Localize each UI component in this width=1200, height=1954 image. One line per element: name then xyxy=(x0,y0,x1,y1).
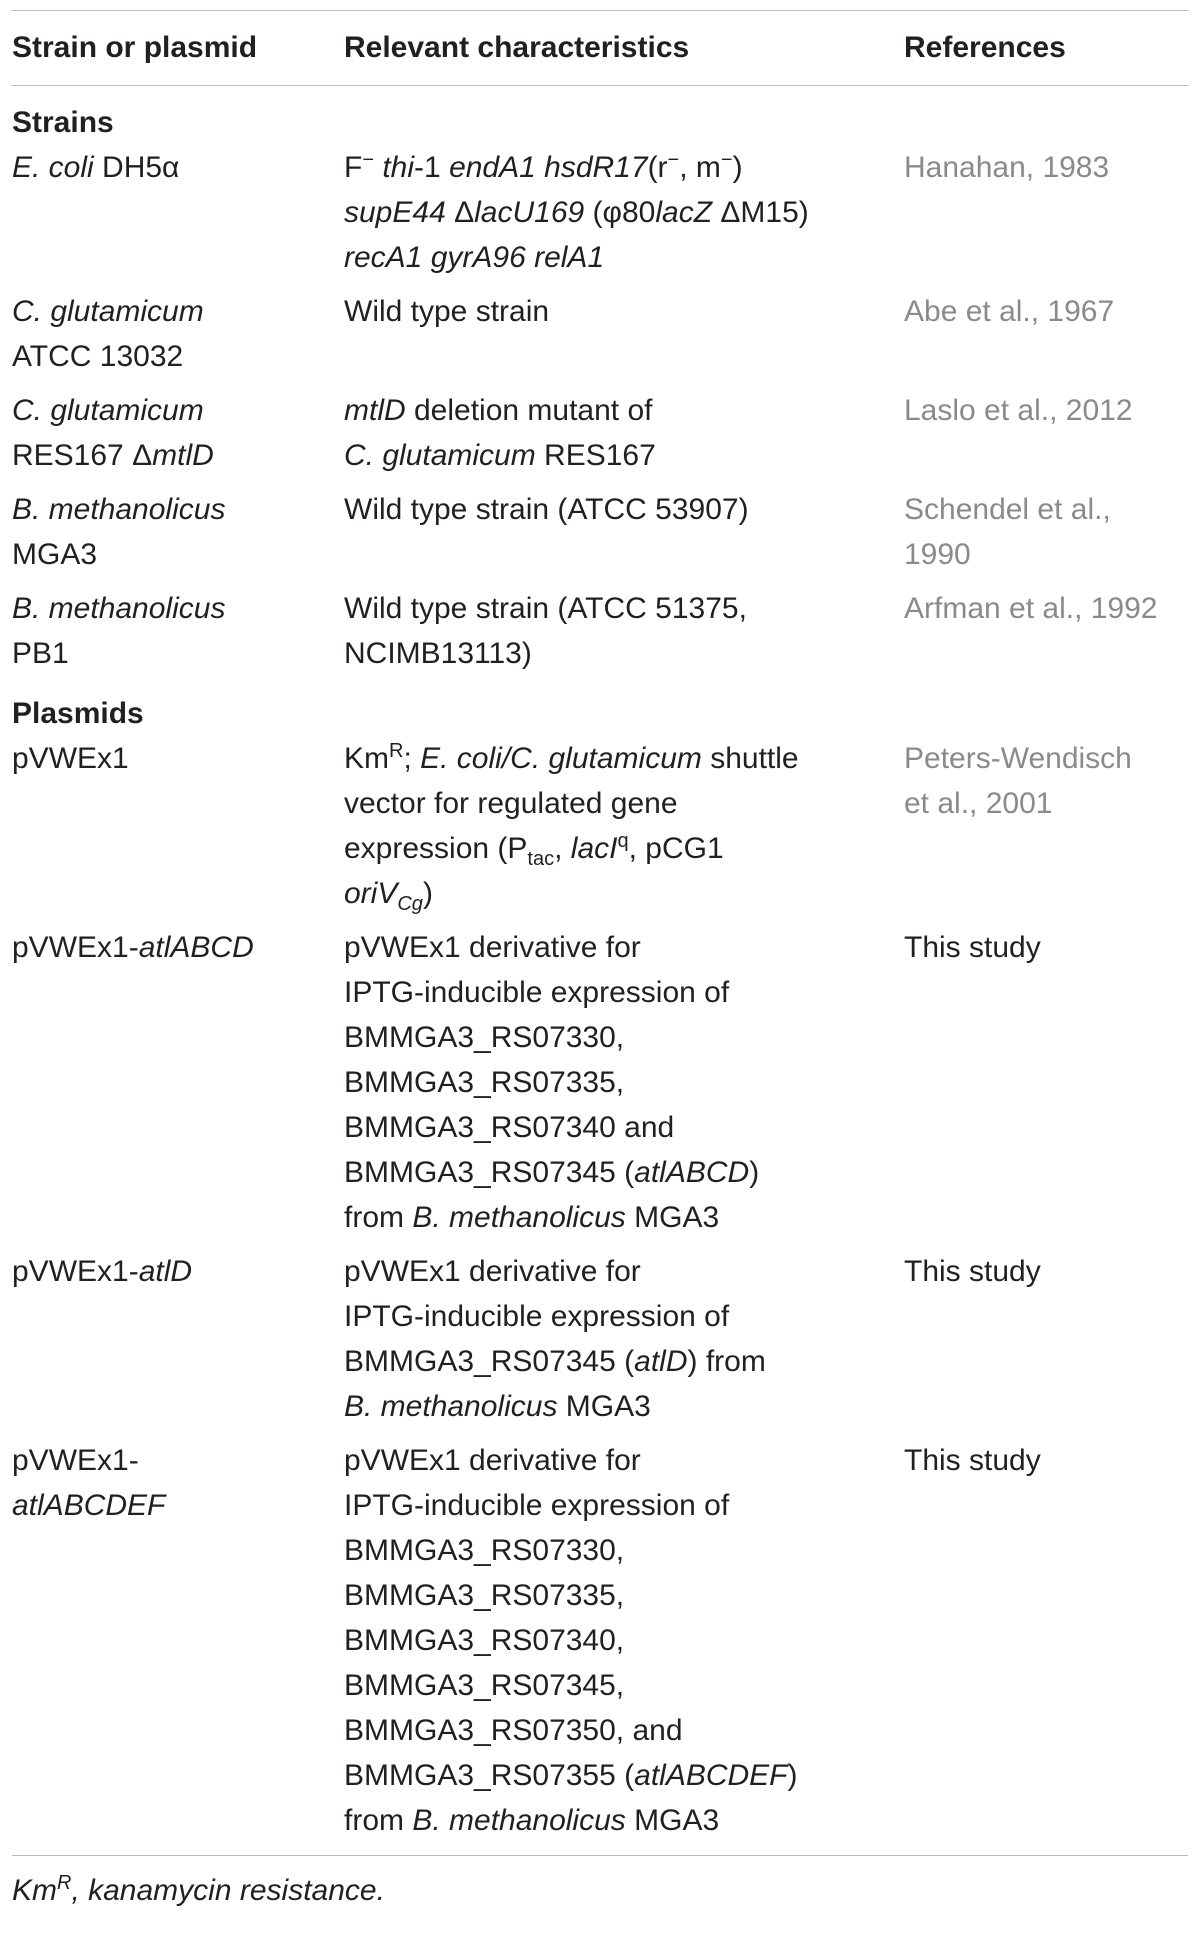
characteristics: pVWEx1 derivative for IPTG-inducible expression of BMMGA3_RS07330, BMMGA3_RS07335, BMMGA3_RS07340, BMMGA3_RS07345, BMMGA3_RS07350, and BMMGA3_RS07355 (atlABCDEF) from B. methanolicus MGA3 xyxy=(344,1444,798,1837)
reference: Abe et al., 1967 xyxy=(904,295,1115,328)
section-label-strains: Strains xyxy=(12,106,114,139)
strain-name: B. methanolicus PB1 xyxy=(12,592,226,670)
characteristics: F− thi-1 endA1 hsdR17(r−, m−) supE44 ΔlacU169 (φ80lacZ ΔM15) recA1 gyrA96 relA1 xyxy=(344,149,809,274)
reference: Laslo et al., 2012 xyxy=(904,394,1133,427)
reference: This study xyxy=(904,1255,1041,1288)
characteristics: pVWEx1 derivative for IPTG-inducible expression of BMMGA3_RS07330, BMMGA3_RS07335, BMMGA3_RS07340 and BMMGA3_RS07345 (atlABCD) from B. methanolicus MGA3 xyxy=(344,931,760,1234)
table-row xyxy=(12,145,1188,289)
header-references: References xyxy=(904,31,1066,64)
characteristics: pVWEx1 derivative for IPTG-inducible expression of BMMGA3_RS07345 (atlD) from B. methanolicus MGA3 xyxy=(344,1255,766,1423)
plasmid-name: pVWEx1 xyxy=(12,742,129,775)
reference: Arfman et al., 1992 xyxy=(904,592,1158,625)
plasmid-name: pVWEx1- atlABCDEF xyxy=(12,1444,166,1522)
strain-name: E. coli DH5α xyxy=(12,151,180,184)
characteristics: $Km^R$; E. coli/C. glutamicum shuttle vector for regulated gene expression ($P_{tac}$, lacI$^q$, pCG1 oriV$_{Cg}$) xyxy=(344,740,799,915)
reference: Hanahan, 1983 xyxy=(904,151,1110,184)
plasmid-name: pVWEx1-atlABCD xyxy=(12,931,254,964)
characteristics: Wild type strain (ATCC 53907) xyxy=(344,493,749,526)
strain-name: C. glutamicum ATCC 13032 xyxy=(12,295,204,373)
table-footnote: $Km^R$, kanamycin resistance. xyxy=(12,1855,1188,1913)
strain-plasmid-table-page xyxy=(12,10,1188,1913)
table-row xyxy=(12,586,1188,685)
reference: This study xyxy=(904,931,1041,964)
table-header-row xyxy=(12,11,1188,86)
characteristics: Wild type strain (ATCC 51375, NCIMB13113) xyxy=(344,592,747,670)
section-row-plasmids xyxy=(12,685,1188,736)
strain-name: C. glutamicum RES167 ΔmtlD xyxy=(12,394,214,472)
reference: Schendel et al., 1990 xyxy=(904,493,1111,571)
reference: Peters-Wendisch et al., 2001 xyxy=(904,742,1132,820)
table-row xyxy=(12,1438,1188,1855)
table-row xyxy=(12,487,1188,586)
plasmid-name: pVWEx1-atlD xyxy=(12,1255,193,1288)
characteristics: Wild type strain xyxy=(344,295,550,328)
section-row-strains xyxy=(12,86,1188,146)
table-row xyxy=(12,1249,1188,1438)
characteristics: mtlD deletion mutant of C. glutamicum RES167 xyxy=(344,394,656,472)
table-row xyxy=(12,289,1188,388)
header-relevant-characteristics: Relevant characteristics xyxy=(344,31,690,64)
reference: This study xyxy=(904,1444,1041,1477)
header-strain-or-plasmid: Strain or plasmid xyxy=(12,31,258,64)
table-row xyxy=(12,736,1188,925)
section-label-plasmids: Plasmids xyxy=(12,697,144,730)
table-row xyxy=(12,925,1188,1249)
strain-plasmid-table xyxy=(12,11,1188,1855)
table-row xyxy=(12,388,1188,487)
strain-name: B. methanolicus MGA3 xyxy=(12,493,226,571)
